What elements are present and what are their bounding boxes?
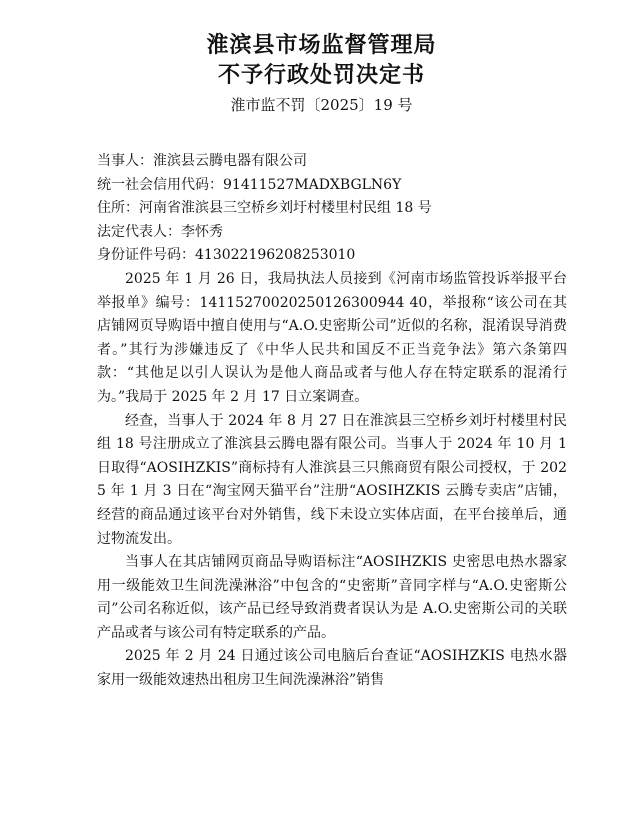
party-address: 住所：河南省淮滨县三空桥乡刘圩村楼里村民组 18 号 — [97, 200, 432, 217]
document-title-line2: 不予行政处罚决定书 — [217, 63, 425, 88]
paragraph-findings: 当事人在其店铺网页商品导购语标注“AOSIHZKIS 史密思电热水器家用一级能效卫生间洗澡淋浴”中包含的“史密斯”音同字样与“A.O.史密斯公司”公司名称近似，该产品已经导致消费者误认为是 A.O.史密斯公司的关联产品或者与该公司有特定联系的产品。 — [97, 554, 567, 641]
legal-representative: 法定代表人：李怀秀 — [97, 223, 223, 240]
credit-code: 统一社会信用代码：91411527MADXBGLN6Y — [97, 176, 402, 193]
paragraph-complaint: 2025 年 1 月 26 日，我局执法人员接到《河南市场监管投诉举报平台举报单》编号：14115270020250126300944 40，举报称“该公司在其店铺网页导购语中擅自使用与“A.O.史密斯公司”近似的名称，混淆误导消费者。”其行为涉嫌违反了《中华人民共和国反不正当竞争法》第六条第四款：“其他足以引人误认为是他人商品或者与他人存在特定联系的混淆行为。”我局于 2025 年 2 月 17 日立案调查。 — [97, 270, 567, 405]
document-body — [97, 150, 567, 693]
id-number: 身份证件号码：413022196208253010 — [97, 247, 356, 264]
document-title-line1: 淮滨县市场监督管理局 — [206, 33, 437, 58]
paragraph-investigation: 经查，当事人于 2024 年 8 月 27 日在淮滨县三空桥乡刘圩村楼里村民组 18 号注册成立了淮滨县云腾电器有限公司。当事人于 2024 年 10 月 1 日取得“AOSIHZKIS”商标持有人淮滨县三只熊商贸有限公司授权，于 2025 年 1 月 3 日在“淘宝网天猫平台”注册“AOSIHZKIS 云腾专卖店”店铺，经营的商品通过该平台对外销售，线下未设立实体店面，在平台接单后，通过物流发出。 — [97, 412, 567, 547]
document-number: 淮市监不罚〔2025〕19 号 — [230, 96, 413, 114]
party-name: 当事人：淮滨县云腾电器有限公司 — [97, 153, 307, 169]
paragraph-verification: 2025 年 2 月 24 日通过该公司电脑后台查证“AOSIHZKIS 电热水器家用一级能效速热出租房卫生间洗澡淋浴”销售 — [97, 648, 567, 689]
